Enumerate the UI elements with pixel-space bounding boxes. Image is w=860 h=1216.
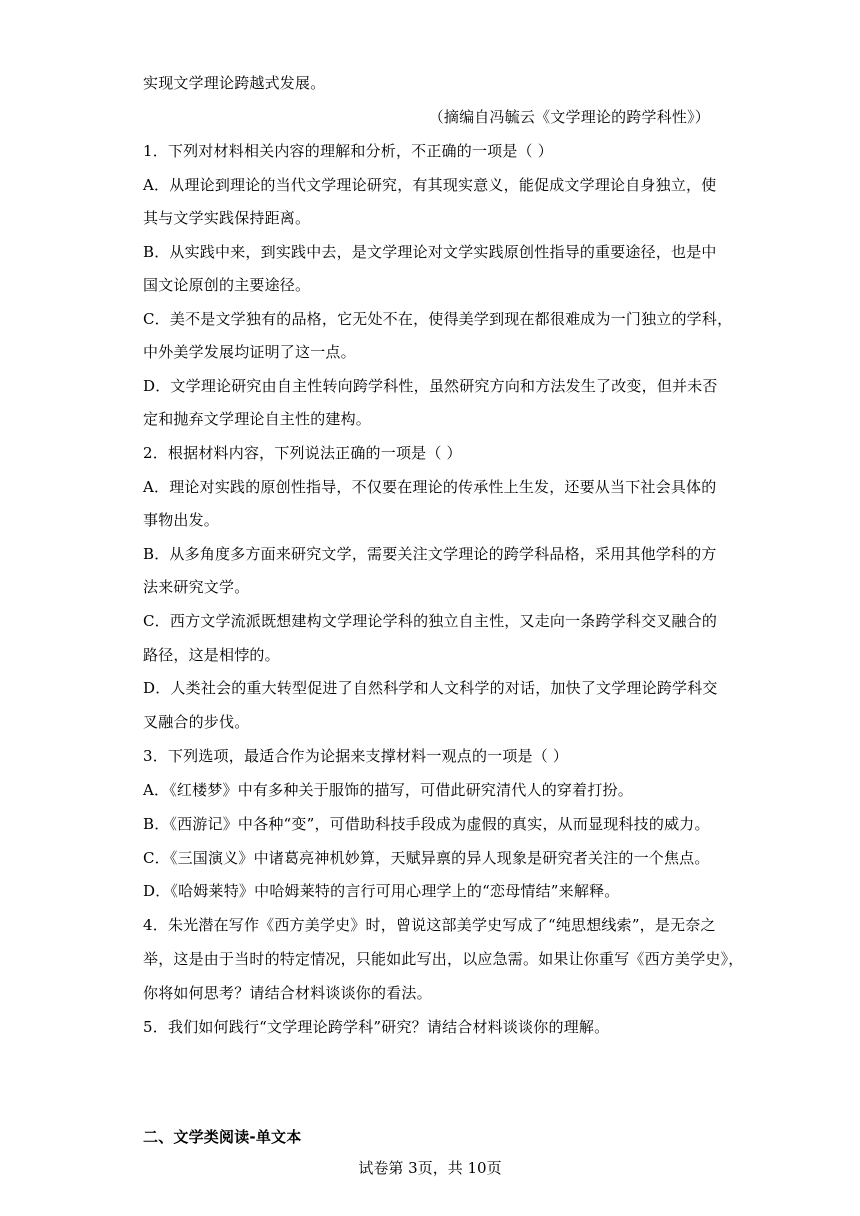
option-d-line-2: 叉融合的步伐。 <box>143 713 250 731</box>
option-d-line-1: D．人类社会的重大转型促进了自然科学和人文科学的对话，加快了文学理论跨学科交 <box>143 679 718 697</box>
option-a-line-1: A．理论对实践的原创性指导，不仅要在理论的传承性上生发，还要从当下社会具体的 <box>143 478 717 496</box>
passage-source: （摘编自冯毓云《文学理论的跨学科性》） <box>428 108 710 126</box>
option-b-line-2: 法来研究文学。 <box>143 578 250 596</box>
option-c-line-2: 路径，这是相悖的。 <box>143 646 280 664</box>
question-stem-line-3: 你将如何思考？请结合材料谈谈你的看法。 <box>143 984 432 1002</box>
option-d-line-2: 定和抛弃文学理论自主性的建构。 <box>143 410 372 428</box>
option-a-line-1: A．从理论到理论的当代文学理论研究，有其现实意义，能促成文学理论自身独立，使 <box>143 176 717 194</box>
option-d-line-1: D．文学理论研究由自主性转向跨学科性，虽然研究方向和方法发生了改变，但并未否 <box>143 377 718 395</box>
option-b: B．《西游记》中各种“变”，可借助科技手段成为虚假的真实，从而显现科技的威力。 <box>143 815 710 833</box>
option-a-line-2: 其与文学实践保持距离。 <box>143 209 311 227</box>
option-c: C．《三国演义》中诸葛亮神机妙算，天赋异禀的异人现象是研究者关注的一个焦点。 <box>143 849 710 867</box>
option-a-line-2: 事物出发。 <box>143 511 220 529</box>
question-stem-line-1: 4．朱光潜在写作《西方美学史》时，曾说这部美学史写成了“纯思想线索”，是无奈之 <box>143 916 716 934</box>
option-c-line-1: C．美不是文学独有的品格，它无处不在，使得美学到现在都很难成为一门独立的学科， <box>143 310 733 328</box>
question-stem: 2．根据材料内容，下列说法正确的一项是（ ） <box>143 444 462 462</box>
question-stem-line-2: 举，这是由于当时的特定情况，只能如此写出，以应急需。如果让你重写《西方美学史》， <box>143 950 744 968</box>
option-b-line-1: B．从实践中来，到实践中去，是文学理论对文学实践原创性指导的重要途径，也是中 <box>143 243 717 261</box>
option-b-line-2: 国文论原创的主要途径。 <box>143 276 311 294</box>
option-c-line-2: 中外美学发展均证明了这一点。 <box>143 343 356 361</box>
option-a: A．《红楼梦》中有多种关于服饰的描写，可借此研究清代人的穿着打扮。 <box>143 781 633 799</box>
question-stem: 3．下列选项，最适合作为论据来支撑材料一观点的一项是（ ） <box>143 747 569 765</box>
question-stem: 5．我们如何践行“文学理论跨学科”研究？请结合材料谈谈你的理解。 <box>143 1018 610 1036</box>
question-stem: 1．下列对材料相关内容的理解和分析，不正确的一项是（ ） <box>143 142 553 160</box>
page-footer: 试卷第 3页，共 10页 <box>358 1159 502 1177</box>
section-heading: 二、文学类阅读-单文本 <box>143 1128 302 1146</box>
passage-closing-line: 实现文学理论跨越式发展。 <box>143 74 326 92</box>
option-d: D．《哈姆莱特》中哈姆莱特的言行可用心理学上的“恋母情结”来解释。 <box>143 882 620 900</box>
option-b-line-1: B．从多角度多方面来研究文学，需要关注文学理论的跨学科品格，采用其他学科的方 <box>143 545 717 563</box>
option-c-line-1: C．西方文学流派既想建构文学理论学科的独立自主性，又走向一条跨学科交叉融合的 <box>143 612 718 630</box>
